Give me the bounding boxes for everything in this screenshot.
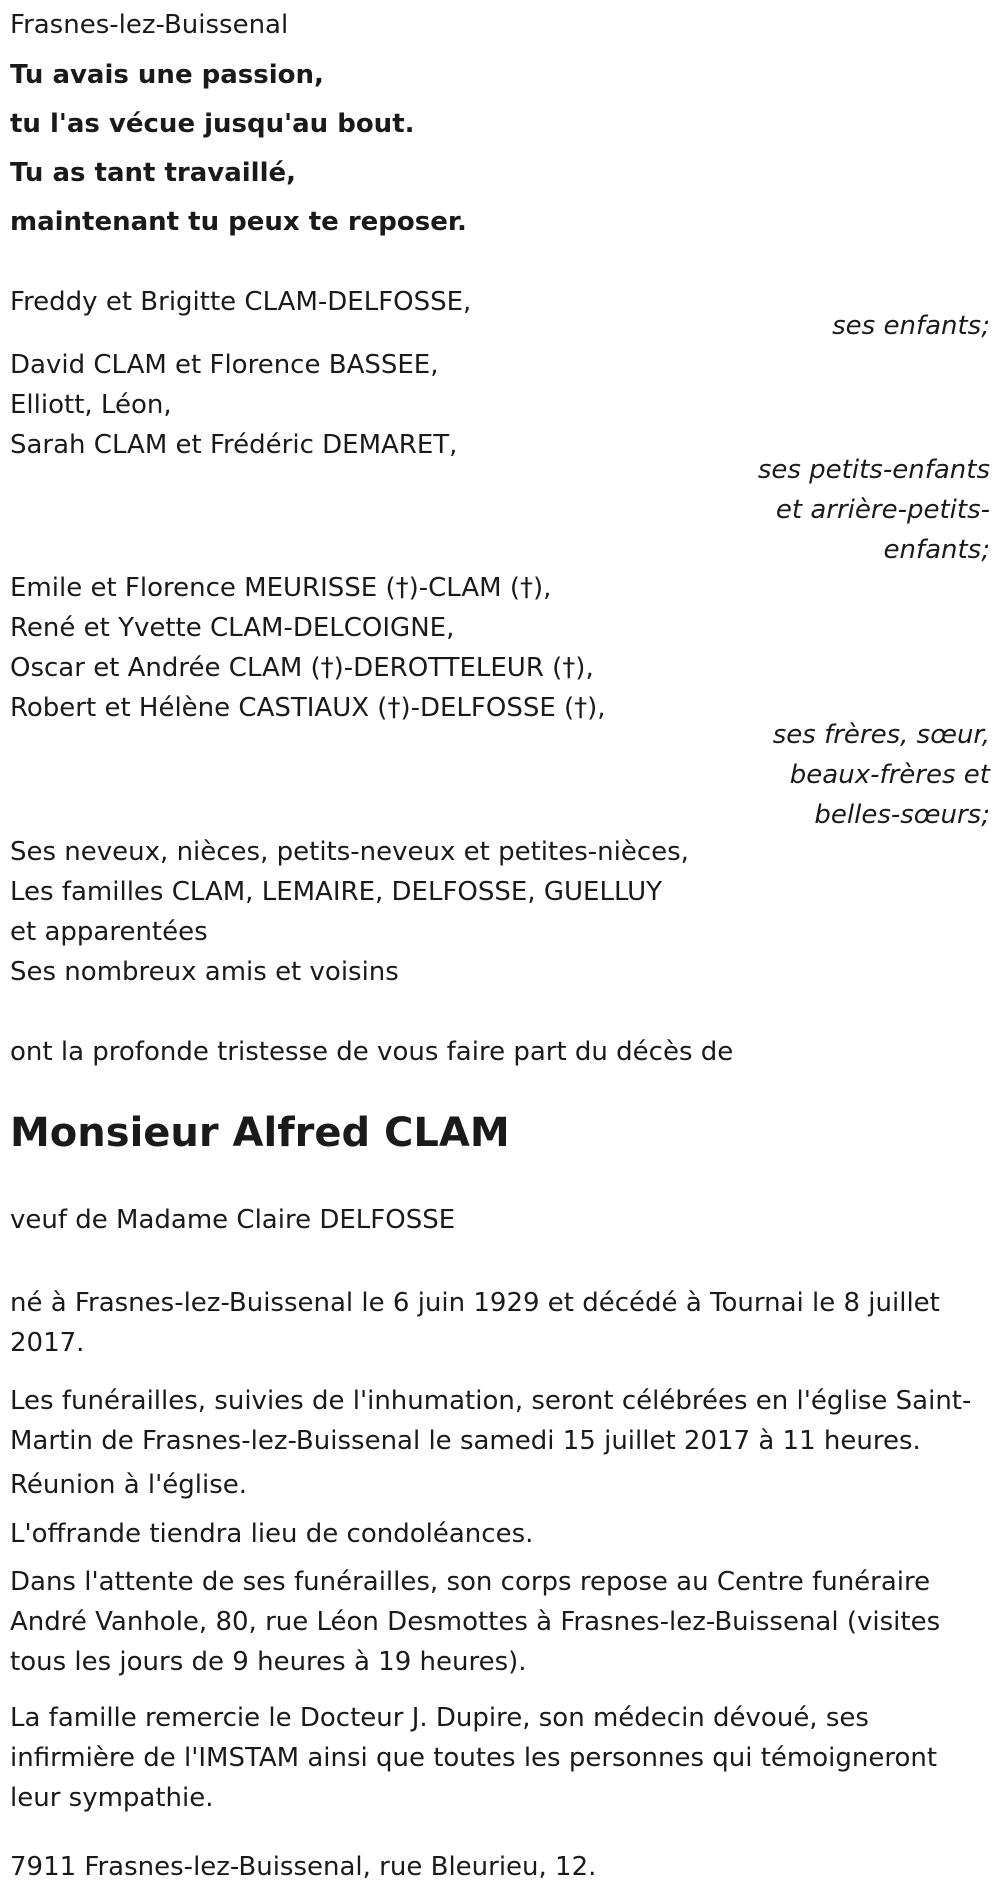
- poem-line: Tu avais une passion,: [10, 60, 324, 90]
- poem-line: Tu as tant travaillé,: [10, 158, 297, 188]
- grandchild-name: David CLAM et Florence BASSEE,: [10, 350, 439, 380]
- relation-siblings: [710, 715, 990, 835]
- header-place: Frasnes-lez-Buissenal: [10, 10, 289, 40]
- funeral-paragraph: Les funérailles, suivies de l'inhumation, seront célébrées en l'église Saint-Martin de Frasnes-lez-Buissenal le samedi 15 juillet 2017 à 11 heures.: [10, 1386, 972, 1456]
- grandchild-name: Elliott, Léon,: [10, 390, 172, 420]
- other-relatives: Ses neveux, nièces, petits-neveux et petites-nièces,: [10, 837, 689, 867]
- address: 7911 Frasnes-lez-Buissenal, rue Bleurieu, 12.: [10, 1852, 597, 1882]
- relation-line: belles-sœurs;: [814, 800, 990, 830]
- other-relatives: Les familles CLAM, LEMAIRE, DELFOSSE, GUELLUY: [10, 877, 663, 907]
- thanks-paragraph: La famille remercie le Docteur J. Dupire, son médecin dévoué, ses infirmière de l'IMSTAM ainsi que toutes les personnes qui témoigneront leur sympathie.: [10, 1703, 938, 1813]
- meeting-paragraph: Réunion à l'église.: [10, 1470, 248, 1500]
- relation-line: et arrière-petits-: [775, 495, 990, 525]
- relation-grandchildren: [710, 450, 990, 570]
- grandchild-name: Sarah CLAM et Frédéric DEMARET,: [10, 430, 458, 460]
- announcement: ont la profonde tristesse de vous faire part du décès de: [10, 1037, 734, 1067]
- poem-line: maintenant tu peux te reposer.: [10, 207, 467, 237]
- relation-line: beaux-frères et: [789, 760, 990, 790]
- birth-death-paragraph: né à Frasnes-lez-Buissenal le 6 juin 1929 et décédé à Tournai le 8 juillet 2017.: [10, 1288, 940, 1358]
- children-name: Freddy et Brigitte CLAM-DELFOSSE,: [10, 287, 472, 317]
- resting-paragraph: Dans l'attente de ses funérailles, son corps repose au Centre funéraire André Vanhole, 80, rue Léon Desmottes à Frasnes-lez-Buissenal (visites tous les jours de 9 heures à 19 heures).: [10, 1567, 941, 1677]
- other-relatives: et apparentées: [10, 917, 208, 947]
- offering-paragraph: L'offrande tiendra lieu de condoléances.: [10, 1519, 534, 1549]
- relation-children: ses enfants;: [832, 311, 990, 341]
- relation-line: ses frères, sœur,: [772, 720, 990, 750]
- spouse-line: veuf de Madame Claire DELFOSSE: [10, 1205, 456, 1235]
- relation-line: enfants;: [883, 535, 990, 565]
- sibling-name: Robert et Hélène CASTIAUX (†)-DELFOSSE (†),: [10, 693, 606, 723]
- poem-line: tu l'as vécue jusqu'au bout.: [10, 109, 415, 139]
- deceased-name: Monsieur Alfred CLAM: [10, 1110, 510, 1156]
- other-relatives: Ses nombreux amis et voisins: [10, 957, 399, 987]
- relation-line: ses petits-enfants: [757, 455, 990, 485]
- sibling-name: Emile et Florence MEURISSE (†)-CLAM (†),: [10, 573, 552, 603]
- sibling-name: René et Yvette CLAM-DELCOIGNE,: [10, 613, 455, 643]
- sibling-name: Oscar et Andrée CLAM (†)-DEROTTELEUR (†),: [10, 653, 594, 683]
